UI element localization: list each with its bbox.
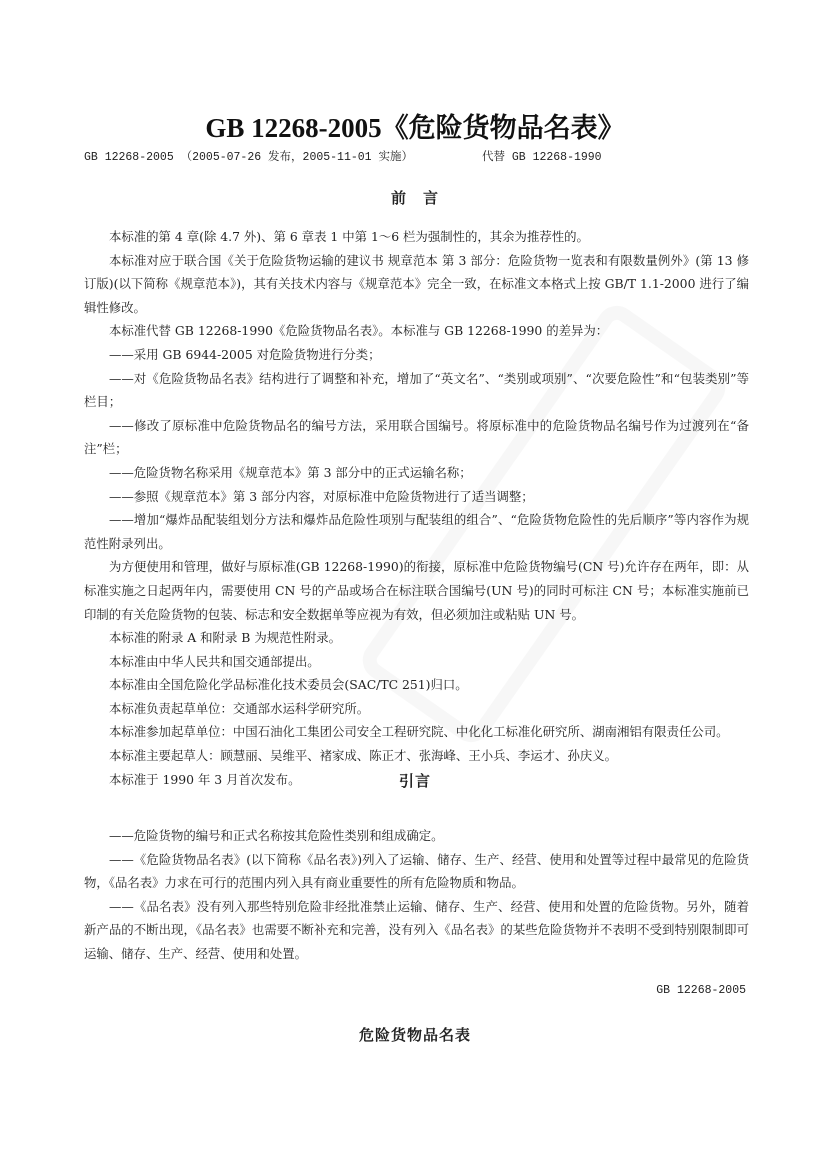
- standard-dates: （2005-07-26 发布，2005-11-01 实施）: [180, 151, 413, 164]
- paragraph: 本标准由全国危险化学品标准化技术委员会(SAC/TC 251)归口。: [109, 677, 468, 693]
- paragraph: 本标准的附录 A 和附录 B 为规范性附录。: [109, 630, 342, 646]
- paragraph: ——危险货物名称采用《规章范本》第 3 部分中的正式运输名称；: [109, 464, 472, 480]
- paragraph: ——对《危险货物品名表》结构进行了调整和补充，增加了“英文名”、“类别或项别”、“次要危险性”和“包装类别”等栏目；: [84, 370, 749, 410]
- foreword-body: [84, 225, 749, 791]
- paragraph: ——危险货物的编号和正式名称按其危险性类别和组成确定。: [109, 828, 444, 843]
- paragraph: ——修改了原标准中危险货物品名的编号方法，采用联合国编号。将原标准中的危险货物品名编号作为过渡列在“备注”栏；: [84, 417, 749, 457]
- paragraph: ——《危险货物品名表》(以下简称《品名表》)列入了运输、储存、生产、经营、使用和处置等过程中最常见的危险货物，《品名表》力求在可行的范围内列入具有商业重要性的所有危险物质和物品。: [84, 851, 749, 891]
- standard-code: GB 12268-2005: [84, 151, 174, 164]
- standard-meta: [84, 148, 602, 164]
- paragraph: 本标准的第 4 章(除 4.7 外)、第 6 章表 1 中第 1～6 栏为强制性的，其余为推荐性的。: [109, 229, 589, 244]
- paragraph: ——《品名表》没有列入那些特别危险非经批准禁止运输、储存、生产、经营、使用和处置的危险货物。另外，随着新产品的不断出现，《品名表》也需要不断补充和完善，没有列入《品名表》的某些危险货物并不表明不受到特别限制即可运输、储存、生产、经营、使用和处置。: [84, 898, 749, 961]
- paragraph: ——参照《规章范本》第 3 部分内容，对原标准中危险货物进行了适当调整；: [109, 488, 534, 504]
- paragraph: 本标准对应于联合国《关于危险货物运输的建议书 规章范本 第 3 部分：危险货物一览表和有限数量例外》(第 13 修订版)(以下简称《规章范本》)，其有关技术内容与《规章范本》完全一致，在标准文本格式上按 GB/T 1.1-2000 进行了编辑性修改。: [84, 252, 749, 315]
- paragraph: ——增加“爆炸品配装组划分方法和爆炸品危险性项别与配装组的组合”、“危险货物危险性的先后顺序”等内容作为规范性附录列出。: [84, 512, 749, 551]
- paragraph: 为方便使用和管理，做好与原标准(GB 12268-1990)的衔接，原标准中危险货物编号(CN 号)允许存在两年，即：从标准实施之日起两年内，需要使用 CN 号的产品或场合在标注联合国编号(UN 号)的同时可标注 CN 号；本标准实施前已印制的有关危险货物的包装、标志和安全数据单等应视为有效，但必须加注或粘贴 UN 号。: [84, 559, 749, 622]
- introduction-heading: 引言: [398, 772, 431, 790]
- document-title: GB 12268-2005《危险货物品名表》: [205, 113, 625, 143]
- paragraph: 本标准代替 GB 12268-1990《危险货物品名表》。本标准与 GB 12268-1990 的差异为：: [109, 323, 609, 339]
- paragraph: 本标准参加起草单位：中国石油化工集团公司安全工程研究院、中化化工标准化研究所、湖南湘铝有限责任公司。: [109, 724, 729, 740]
- paragraph: 本标准于 1990 年 3 月首次发布。: [109, 771, 301, 787]
- paragraph: 本标准由中华人民共和国交通部提出。: [109, 653, 320, 669]
- introduction-body: [84, 824, 749, 966]
- paragraph: ——采用 GB 6944-2005 对危险货物进行分类；: [109, 346, 381, 362]
- foreword-heading: 前 言: [390, 189, 439, 207]
- replaces-standard: 代替 GB 12268-1990: [481, 151, 602, 164]
- paragraph: 本标准主要起草人：顾慧丽、吴维平、褚家成、陈正才、张海峰、王小兵、李运才、孙庆义。: [109, 748, 618, 764]
- page-header-code: GB 12268-2005: [656, 984, 746, 997]
- paragraph: 本标准负责起草单位：交通部水运科学研究所。: [109, 700, 370, 716]
- section-heading: 危险货物品名表: [358, 1026, 471, 1044]
